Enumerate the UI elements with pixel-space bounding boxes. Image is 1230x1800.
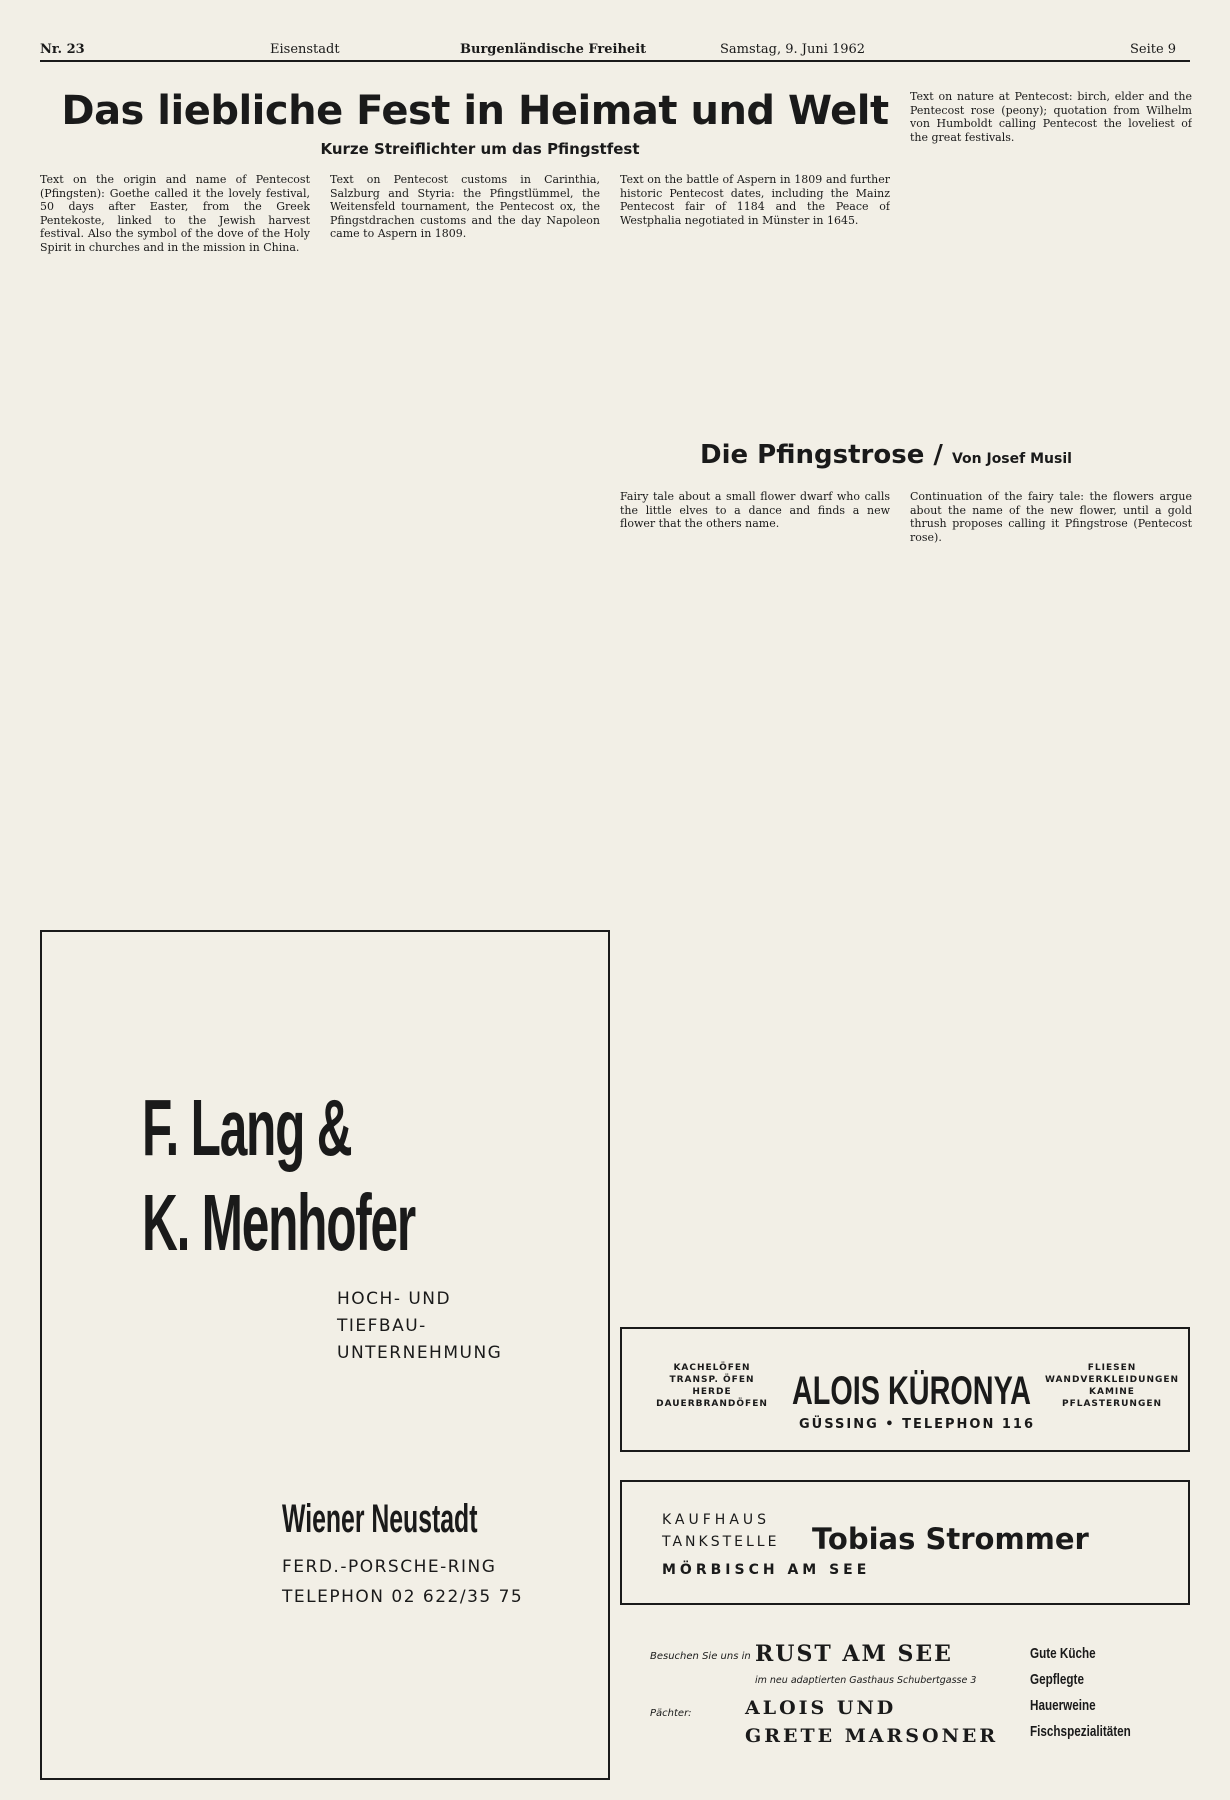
page-header bbox=[40, 36, 1190, 62]
ad-kuronya-left-2: TRANSP. ÖFEN bbox=[669, 1375, 755, 1385]
article2-headline: Die Pfingstrose bbox=[700, 440, 925, 470]
ad-rust-town: RUST AM SEE bbox=[755, 1641, 953, 1667]
ad-rust-owner2: GRETE MARSONER bbox=[745, 1725, 999, 1747]
article2-column-2-summary: Continuation of the fairy tale: the flowers argue about the name of the new flower, until a gold thrush proposes calling it Pfingstrose (Pentecost rose). bbox=[910, 490, 1192, 544]
column-2-summary: Text on Pentecost customs in Carinthia, Salzburg and Styria: the Pfingstlümmel, the Weitensfeld tournament, the Pentecost ox, the Pfingstdrachen customs and the day Napoleon came to Aspern in 1809. bbox=[330, 173, 600, 240]
ad-kuronya-left-4: DAUERBRANDÖFEN bbox=[656, 1399, 768, 1409]
ad-tobias-strommer bbox=[620, 1480, 1190, 1605]
ad-rust-tenant: Pächter: bbox=[650, 1708, 692, 1719]
ad-lang-sub3: UNTERNEHMUNG bbox=[337, 1343, 503, 1363]
column-1-summary: Text on the origin and name of Pentecost (Pfingsten): Goethe called it the lovely festival, 50 days after Easter, from the Greek Pentekoste, linked to the Jewish harvest festival. Also the symbol of the dove of the Holy Spirit in churches and in the mission in China. bbox=[40, 173, 310, 254]
ad-lang-sub1: HOCH- UND bbox=[337, 1289, 452, 1309]
ad-lang-line1: F. Lang & bbox=[142, 1083, 352, 1172]
ad-kuronya-left bbox=[652, 1362, 772, 1410]
article2-title: Die Pfingstrose / Von Josef Musil bbox=[700, 440, 1072, 470]
issue-number: Nr. 23 bbox=[40, 42, 85, 57]
ad-lang-menhofer bbox=[40, 930, 610, 1780]
ad-rust-visit: Besuchen Sie uns in bbox=[650, 1651, 751, 1662]
article-title: Das liebliche Fest in Heimat und Welt bbox=[61, 88, 889, 134]
article-column-1 bbox=[40, 173, 310, 913]
ad-tobias-place: MÖRBISCH AM SEE bbox=[662, 1562, 871, 1578]
ad-kuronya-right-1: FLIESEN bbox=[1087, 1363, 1137, 1373]
column-4-summary: Text on nature at Pentecost: birch, elder and the Pentecost rose (peony); quotation from Wilhelm von Humboldt calling Pentecost the loveliest of the great festivals. bbox=[910, 90, 1192, 144]
ad-rust-right bbox=[1030, 1641, 1131, 1745]
ad-lang-street: FERD.-PORSCHE-RING bbox=[282, 1557, 497, 1577]
ad-rust-am-see bbox=[620, 1623, 1190, 1773]
location: Eisenstadt bbox=[270, 42, 340, 57]
article-column-4 bbox=[910, 90, 1192, 400]
article-column-2 bbox=[330, 173, 600, 913]
ad-rust-right-4: Fischspezialitäten bbox=[1030, 1723, 1131, 1740]
ad-kuronya bbox=[620, 1327, 1190, 1452]
article2-byline: Von Josef Musil bbox=[951, 451, 1072, 467]
ad-kuronya-right-2: WANDVERKLEIDUNGEN bbox=[1044, 1375, 1180, 1385]
article-column-3 bbox=[620, 173, 890, 428]
article2-column-2 bbox=[910, 490, 1192, 1330]
article2-column-1-summary: Fairy tale about a small flower dwarf who calls the little elves to a dance and finds a new flower that the others name. bbox=[620, 490, 890, 530]
ad-lang-sub2: TIEFBAU- bbox=[337, 1316, 427, 1336]
ad-tobias-name: Tobias Strommer bbox=[812, 1522, 1089, 1556]
ad-kuronya-left-3: HERDE bbox=[692, 1387, 732, 1397]
ad-rust-house: im neu adaptierten Gasthaus Schubertgasse 3 bbox=[755, 1675, 977, 1686]
ad-kuronya-right-3: KAMINE bbox=[1089, 1387, 1135, 1397]
page-label: Seite 9 bbox=[1130, 42, 1177, 57]
header-rule bbox=[40, 60, 1190, 62]
ad-kuronya-right-4: PFLASTERUNGEN bbox=[1061, 1399, 1163, 1409]
ad-rust-right-2: Gepflegte bbox=[1030, 1671, 1084, 1688]
ad-lang-city: Wiener Neustadt bbox=[282, 1497, 478, 1541]
ad-kuronya-left-1: KACHELÖFEN bbox=[673, 1363, 751, 1373]
ad-kuronya-name: ALOIS KÜRONYA bbox=[792, 1369, 1031, 1413]
ad-rust-owner1: ALOIS UND bbox=[745, 1697, 897, 1719]
ad-lang-phone: TELEPHON 02 622/35 75 bbox=[282, 1587, 524, 1607]
ad-rust-right-1: Gute Küche bbox=[1030, 1645, 1096, 1662]
ad-kuronya-right bbox=[1042, 1362, 1182, 1410]
newspaper-name: Burgenländische Freiheit bbox=[460, 42, 647, 57]
ad-tobias-line1: KAUFHAUS bbox=[662, 1512, 771, 1528]
ad-kuronya-contact: GÜSSING • TELEPHON 116 bbox=[798, 1417, 1036, 1432]
column-3-summary: Text on the battle of Aspern in 1809 and further historic Pentecost dates, including the Mainz Pentecost fair of 1184 and the Peace of Westphalia negotiated in Münster in 1645. bbox=[620, 173, 890, 227]
ad-tobias-line2: TANKSTELLE bbox=[662, 1534, 780, 1550]
ad-lang-line2: K. Menhofer bbox=[142, 1178, 415, 1267]
article-subtitle: Kurze Streiflichter um das Pfingstfest bbox=[320, 140, 640, 158]
issue-date: Samstag, 9. Juni 1962 bbox=[720, 42, 866, 57]
ad-rust-right-3: Hauerweine bbox=[1030, 1697, 1096, 1714]
